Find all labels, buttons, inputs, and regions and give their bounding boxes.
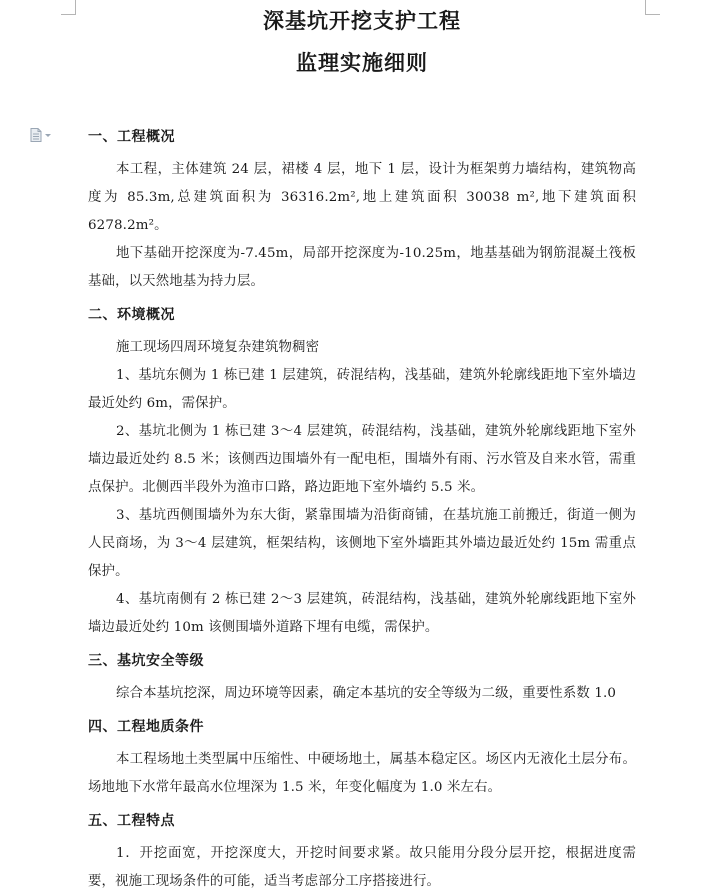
paragraph: 综合本基坑挖深，周边环境等因素，确定本基坑的安全等级为二级，重要性系数 1.0: [116, 686, 617, 701]
page-corner-mark-right: [645, 0, 660, 15]
paragraph: 1．开挖面宽，开挖深度大，开挖时间要求紧。故只能用分段分层开挖，根据进度需要，视施工现场条件的可能，适当考虑部分工序搭接进行。: [88, 846, 636, 889]
section-heading: 二、环境概况: [88, 307, 175, 323]
paragraph: 3、基坑西侧围墙外为东大街，紧靠围墙为沿街商铺，在基坑施工前搬迁，街道一侧为人民商场，为 3～4 层建筑，框架结构，该侧地下室外墙距其外墙边最近处约 15m 需重点保护。: [88, 508, 636, 579]
section-heading: 四、工程地质条件: [88, 719, 204, 735]
paragraph: 本工程，主体建筑 24 层，裙楼 4 层，地下 1 层，设计为框架剪力墙结构，建筑物高度为 85.3m,总建筑面积为 36316.2m²,地上建筑面积 30038 m²,地下建筑面积 6278.2m²。: [88, 162, 636, 233]
section-heading: 一、工程概况: [88, 129, 175, 145]
page-corner-mark-left: [61, 0, 76, 15]
document-body: [88, 128, 636, 896]
document-title: 深基坑开挖支护工程: [263, 8, 461, 33]
section-heading: 五、工程特点: [88, 813, 175, 829]
paragraph: 本工程场地土类型属中压缩性、中硬场地土，属基本稳定区。场区内无液化土层分布。场地地下水常年最高水位埋深为 1.5 米，年变化幅度为 1.0 米左右。: [88, 752, 636, 795]
paragraph: 4、基坑南侧有 2 栋已建 2～3 层建筑，砖混结构，浅基础，建筑外轮廓线距地下室外墙边最近处约 10m 该侧围墙外道路下埋有电缆，需保护。: [88, 592, 636, 635]
paragraph: 2、基坑北侧为 1 栋已建 3～4 层建筑，砖混结构，浅基础，建筑外轮廓线距地下室外墙边最近处约 8.5 米；该侧西边围墙外有一配电柜，围墙外有雨、污水管及自来水管，需重点保护。北侧西半段外为渔市口路，路边距地下室外墙约 5.5 米。: [88, 424, 636, 495]
paragraph: 1、基坑东侧为 1 栋已建 1 层建筑，砖混结构，浅基础，建筑外轮廓线距地下室外墙边最近处约 6m，需保护。: [88, 368, 636, 411]
document-page: [88, 0, 636, 889]
chevron-down-icon: [45, 134, 51, 137]
document-subtitle: 监理实施细则: [296, 50, 428, 75]
section-heading: 三、基坑安全等级: [88, 653, 204, 669]
paragraph-options-button[interactable]: [30, 128, 51, 142]
paragraph: 施工现场四周环境复杂建筑物稠密: [116, 340, 320, 355]
paragraph: 地下基础开挖深度为-7.45m，局部开挖深度为-10.25m，地基基础为钢筋混凝土筏板基础，以天然地基为持力层。: [88, 246, 636, 289]
document-icon: [30, 128, 42, 142]
